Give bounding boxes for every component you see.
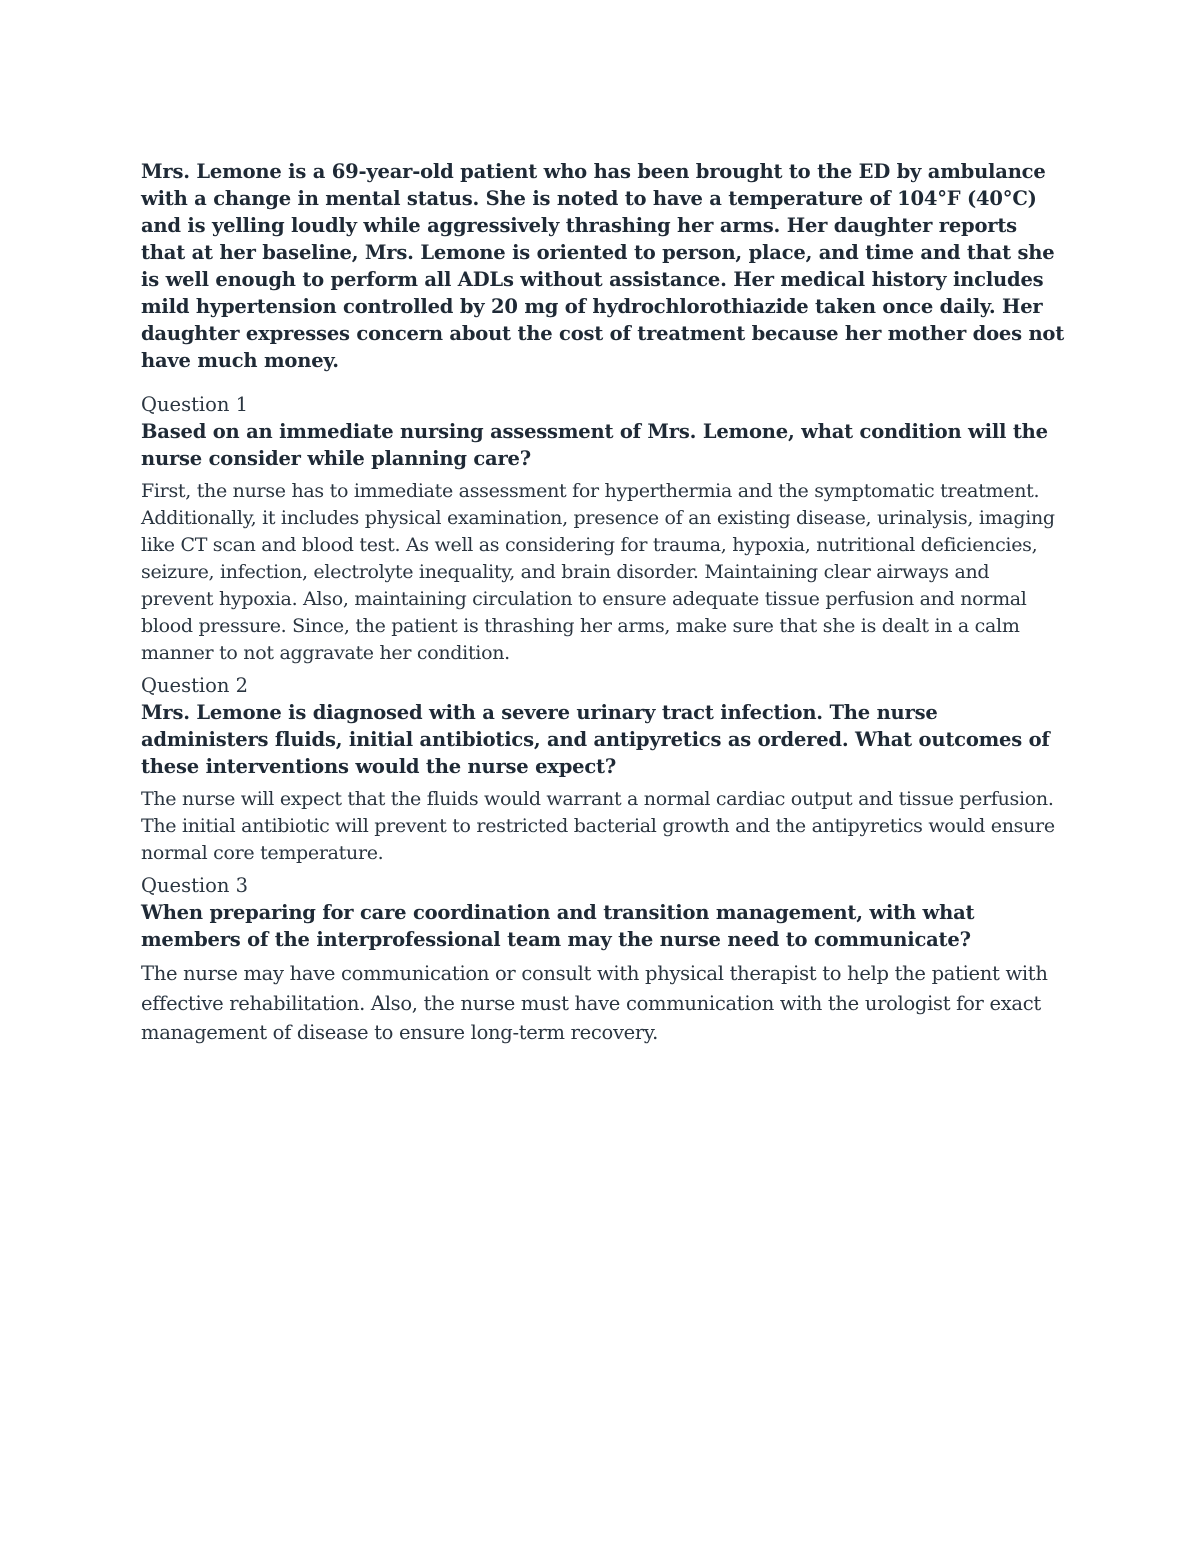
question-3-text: When preparing for care coordination and transition management, with what members of the interprofessional team may the nurse need to communicate? <box>141 901 975 951</box>
question-1-answer: First, the nurse has to immediate assessment for hyperthermia and the symptomatic treatment. Additionally, it includes physical examination, presence of an existing disease, urinalysis, imaging like CT scan and blood test. As well as considering for trauma, hypoxia, nutritional deficiencies, seizure, infection, electrolyte inequality, and brain disorder. Maintaining clear airways and prevent hypoxia. Also, maintaining circulation to ensure adequate tissue perfusion and normal blood pressure. Since, the patient is thrashing her arms, make sure that she is dealt in a calm manner to not aggravate her condition. <box>141 480 1055 664</box>
question-3-label: Question 3 <box>141 874 249 897</box>
question-2-answer: The nurse will expect that the fluids would warrant a normal cardiac output and tissue perfusion. The initial antibiotic will prevent to restricted bacterial growth and the antipyretics would ensure normal core temperature. <box>141 788 1055 864</box>
question-1-label: Question 1 <box>141 393 249 416</box>
question-3-answer: The nurse may have communication or consult with physical therapist to help the patient with effective rehabilitation. Also, the nurse must have communication with the urologist for exact management of disease to ensure long-term recovery. <box>141 962 1048 1044</box>
case-scenario-text: Mrs. Lemone is a 69-year-old patient who has been brought to the ED by ambulance with a change in mental status. She is noted to have a temperature of 104°F (40°C) and is yelling loudly while aggressively thrashing her arms. Her daughter reports that at her baseline, Mrs. Lemone is oriented to person, place, and time and that she is well enough to perform all ADLs without assistance. Her medical history includes mild hypertension controlled by 20 mg of hydrochlorothiazide taken once daily. Her daughter expresses concern about the cost of treatment because her mother does not have much money. <box>141 160 1065 372</box>
question-2-text: Mrs. Lemone is diagnosed with a severe urinary tract infection. The nurse administers fluids, initial antibiotics, and antipyretics as ordered. What outcomes of these interventions would the nurse expect? <box>141 701 1050 778</box>
question-2-label: Question 2 <box>141 674 249 697</box>
question-block-2 <box>141 673 1066 867</box>
document-body <box>141 158 1066 1054</box>
question-block-1 <box>141 392 1066 667</box>
question-1-text: Based on an immediate nursing assessment of Mrs. Lemone, what condition will the nurse consider while planning care? <box>141 420 1048 470</box>
question-block-3 <box>141 873 1066 1048</box>
